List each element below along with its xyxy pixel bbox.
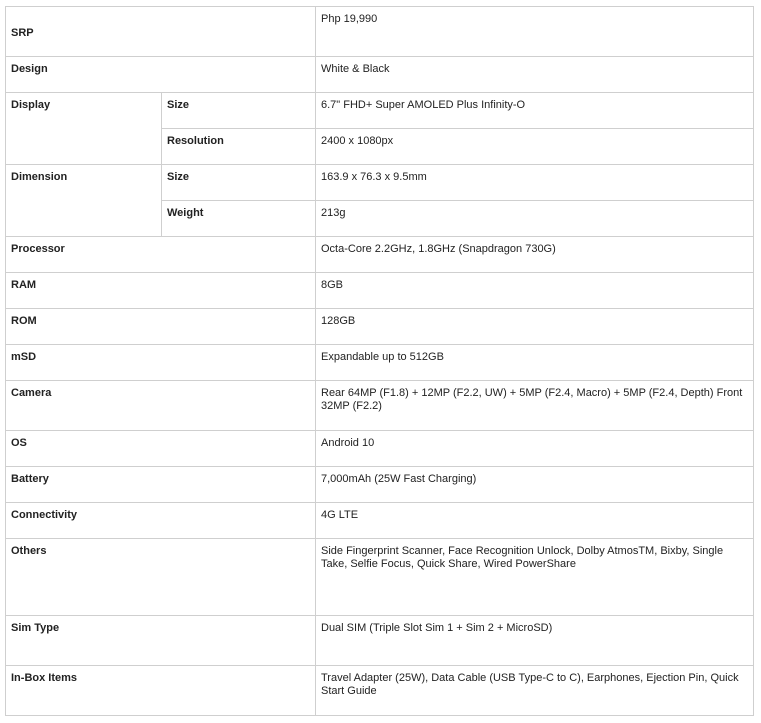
spec-value-os: Android 10	[316, 431, 754, 467]
spec-value-srp: Php 19,990	[316, 7, 754, 57]
table-row-ram	[6, 273, 754, 309]
spec-sublabel-display-resolution: Resolution	[162, 129, 316, 165]
spec-label-processor: Processor	[6, 237, 316, 273]
spec-value-others: Side Fingerprint Scanner, Face Recognition Unlock, Dolby AtmosTM, Bixby, Single Take, Selfie Focus, Quick Share, Wired PowerShare	[316, 539, 754, 616]
table-row-os	[6, 431, 754, 467]
spec-label-rom: ROM	[6, 309, 316, 345]
spec-label-msd: mSD	[6, 345, 316, 381]
spec-label-display: Display	[6, 93, 162, 165]
spec-value-design: White & Black	[316, 57, 754, 93]
spec-label-connectivity: Connectivity	[6, 503, 316, 539]
spec-label-design: Design	[6, 57, 316, 93]
spec-value-dimension-size: 163.9 x 76.3 x 9.5mm	[316, 165, 754, 201]
spec-value-processor: Octa-Core 2.2GHz, 1.8GHz (Snapdragon 730G)	[316, 237, 754, 273]
table-row-others	[6, 539, 754, 616]
table-row-inbox-items	[6, 666, 754, 716]
spec-label-inbox-items: In-Box Items	[6, 666, 316, 716]
spec-value-sim-type: Dual SIM (Triple Slot Sim 1 + Sim 2 + MicroSD)	[316, 616, 754, 666]
spec-value-display-size: 6.7" FHD+ Super AMOLED Plus Infinity-O	[316, 93, 754, 129]
table-row-battery	[6, 467, 754, 503]
spec-label-camera: Camera	[6, 381, 316, 431]
spec-label-battery: Battery	[6, 467, 316, 503]
spec-label-os: OS	[6, 431, 316, 467]
spec-label-dimension: Dimension	[6, 165, 162, 237]
spec-value-camera: Rear 64MP (F1.8) + 12MP (F2.2, UW) + 5MP (F2.4, Macro) + 5MP (F2.4, Depth) Front 32MP (F2.2)	[316, 381, 754, 431]
spec-label-others: Others	[6, 539, 316, 616]
table-row-design	[6, 57, 754, 93]
spec-value-ram: 8GB	[316, 273, 754, 309]
spec-value-battery: 7,000mAh (25W Fast Charging)	[316, 467, 754, 503]
table-row-sim-type	[6, 616, 754, 666]
specs-table	[5, 6, 754, 716]
spec-sublabel-display-size: Size	[162, 93, 316, 129]
table-row-camera	[6, 381, 754, 431]
table-row-msd	[6, 345, 754, 381]
table-row-srp	[6, 7, 754, 57]
spec-value-connectivity: 4G LTE	[316, 503, 754, 539]
spec-value-inbox-items: Travel Adapter (25W), Data Cable (USB Type-C to C), Earphones, Ejection Pin, Quick Start Guide	[316, 666, 754, 716]
spec-sublabel-dimension-weight: Weight	[162, 201, 316, 237]
spec-sublabel-dimension-size: Size	[162, 165, 316, 201]
table-row-processor	[6, 237, 754, 273]
spec-value-msd: Expandable up to 512GB	[316, 345, 754, 381]
table-row-dimension-size	[6, 165, 754, 201]
spec-value-dimension-weight: 213g	[316, 201, 754, 237]
spec-label-srp: SRP	[6, 7, 316, 57]
spec-label-sim-type: Sim Type	[6, 616, 316, 666]
spec-value-rom: 128GB	[316, 309, 754, 345]
spec-value-display-resolution: 2400 x 1080px	[316, 129, 754, 165]
table-row-display-size	[6, 93, 754, 129]
table-row-connectivity	[6, 503, 754, 539]
table-row-rom	[6, 309, 754, 345]
spec-label-ram: RAM	[6, 273, 316, 309]
